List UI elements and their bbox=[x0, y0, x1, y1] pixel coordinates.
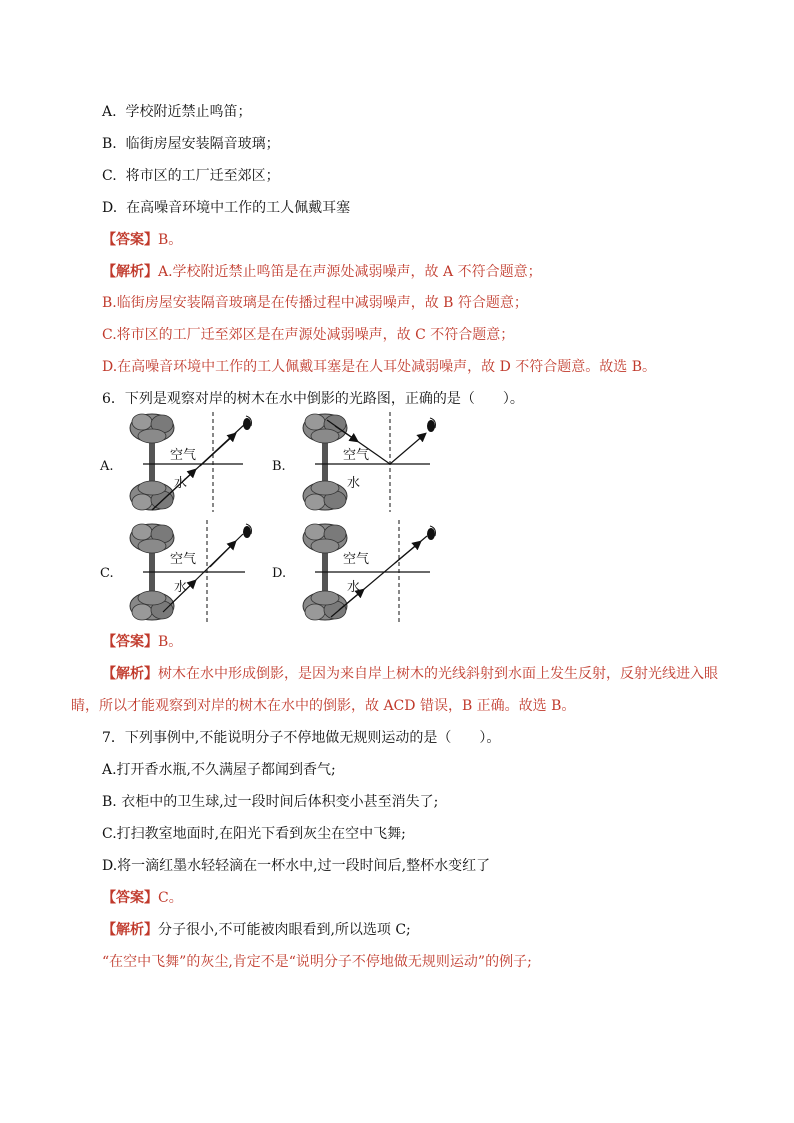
q6-answer: 【答案】B。 bbox=[102, 634, 183, 650]
diagram-b-air-label: 空气 bbox=[343, 448, 370, 463]
diagram-b-letter: B. bbox=[272, 459, 286, 474]
diagram-c-air-label: 空气 bbox=[170, 552, 197, 567]
diagram-b bbox=[303, 412, 435, 512]
q7-answer: 【答案】C。 bbox=[102, 890, 183, 906]
diagram-d-air-label: 空气 bbox=[343, 552, 370, 567]
diagram-a-water-label: 水 bbox=[174, 476, 188, 491]
eye-icon bbox=[427, 420, 435, 432]
diagram-c-water-label: 水 bbox=[174, 580, 188, 595]
q7-option-b: B. 衣柜中的卫生球,过一段时间后体积变小甚至消失了; bbox=[102, 794, 439, 810]
q7-analysis-1: 【解析】分子很小,不可能被肉眼看到,所以选项 C; bbox=[102, 922, 411, 938]
q5-analysis-2: B.临街房屋安装隔音玻璃是在传播过程中减弱噪声，故 B 符合题意； bbox=[102, 295, 528, 311]
q6-analysis-2: 睛，所以才能观察到对岸的树木在水中的倒影，故 ACD 错误，B 正确。故选 B。 bbox=[71, 698, 576, 714]
tree-icon bbox=[130, 524, 174, 572]
tree-reflection-icon bbox=[130, 462, 174, 510]
q5-option-a: A. 学校附近禁止鸣笛； bbox=[102, 104, 252, 120]
q6-diagrams bbox=[95, 412, 455, 627]
q7-option-c: C.打扫教室地面时,在阳光下看到灰尘在空中飞舞; bbox=[102, 826, 406, 842]
eye-icon bbox=[243, 526, 251, 538]
diagram-b-water-label: 水 bbox=[347, 476, 361, 491]
tree-icon bbox=[303, 524, 347, 572]
q6-stem: 6．下列是观察对岸的树木在水中倒影的光路图，正确的是（ ）。 bbox=[102, 391, 524, 407]
diagram-d-letter: D. bbox=[272, 566, 287, 581]
eye-icon bbox=[427, 528, 435, 540]
diagram-d-water-label: 水 bbox=[347, 580, 361, 595]
q5-option-b: B. 临街房屋安装隔音玻璃； bbox=[102, 136, 280, 152]
tree-reflection-icon bbox=[303, 462, 347, 510]
q6-analysis-1: 【解析】树木在水中形成倒影，是因为来自岸上树木的光线斜射到水面上发生反射，反射光线进入眼 bbox=[102, 666, 718, 682]
eye-icon bbox=[243, 418, 251, 430]
diagram-d bbox=[303, 520, 435, 624]
diagram-c bbox=[130, 520, 251, 624]
q7-stem: 7．下列事例中,不能说明分子不停地做无规则运动的是（ ）。 bbox=[102, 730, 501, 746]
q7-analysis-2: “在空中飞舞”的灰尘,肯定不是“说明分子不停地做无规则运动”的例子; bbox=[102, 954, 532, 970]
tree-icon bbox=[303, 414, 347, 462]
q5-option-d: D. 在高噪音环境中工作的工人佩戴耳塞 bbox=[102, 200, 351, 216]
q5-answer: 【答案】B。 bbox=[102, 232, 183, 248]
q5-analysis-4: D.在高噪音环境中工作的工人佩戴耳塞是在人耳处减弱噪声，故 D 不符合题意。故选 B。 bbox=[102, 359, 657, 375]
q7-option-d: D.将一滴红墨水轻轻滴在一杯水中,过一段时间后,整杯水变红了 bbox=[102, 858, 491, 874]
diagram-a-letter: A. bbox=[100, 459, 114, 474]
tree-reflection-icon bbox=[303, 572, 347, 620]
diagram-a-air-label: 空气 bbox=[170, 448, 197, 463]
tree-icon bbox=[130, 414, 174, 462]
q5-option-c: C. 将市区的工厂迁至郊区； bbox=[102, 168, 280, 184]
diagram-c-letter: C. bbox=[100, 566, 114, 581]
tree-reflection-icon bbox=[130, 572, 174, 620]
q7-option-a: A.打开香水瓶,不久满屋子都闻到香气; bbox=[102, 762, 336, 778]
q5-analysis-3: C.将市区的工厂迁至郊区是在声源处减弱噪声，故 C 不符合题意； bbox=[102, 327, 515, 343]
q5-analysis-1: 【解析】A.学校附近禁止鸣笛是在声源处减弱噪声，故 A 不符合题意； bbox=[102, 264, 542, 280]
